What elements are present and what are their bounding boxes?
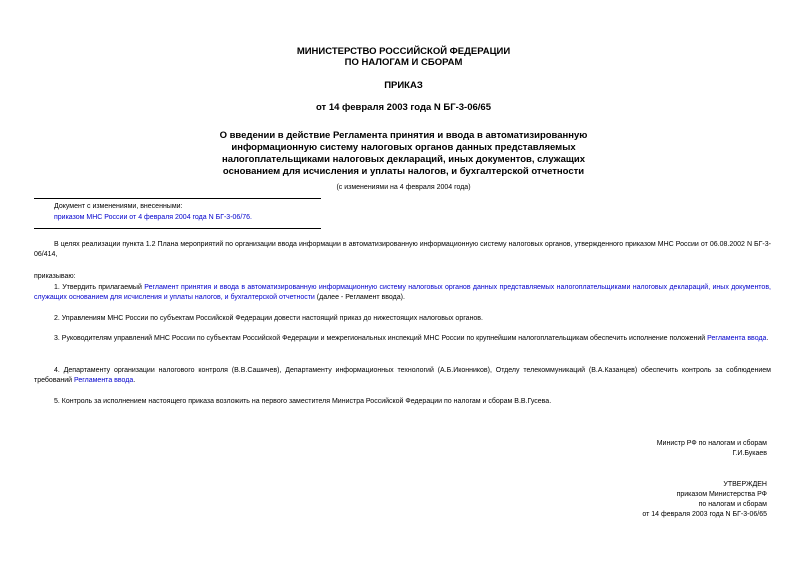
- approved-line: по налогам и сборам: [698, 501, 767, 508]
- regulation-link[interactable]: Регламент принятия и ввода в автоматизированную информационную систему налоговых органов данных представляемых налогоплательщиками налоговых деклараций, иных документов, служащих основанием для исчисления и уплаты налогов, и бухгалтерской отчетности: [34, 284, 771, 301]
- subject-line: информационную систему налоговых органов данных представляемых: [231, 142, 576, 153]
- approved-line: приказом Министерства РФ: [676, 491, 767, 498]
- intro-text: В целях реализации пункта 1.2 Плана мероприятий по организации ввода информации в автоматизированную информационную систему налоговых органов, утвержденного приказом МНС России от 06.08.2002 N БГ-3-06/414,: [34, 241, 771, 258]
- document-type: ПРИКАЗ: [384, 80, 423, 91]
- subject-line: основанием для исчисления и уплаты налогов, и бухгалтерской отчетности: [222, 166, 585, 177]
- approved-line: от 14 февраля 2003 года N БГ-3-06/65: [642, 511, 767, 518]
- paragraph-3: [34, 334, 771, 344]
- regulation-link[interactable]: Регламента ввода: [707, 335, 767, 342]
- subject-line: О введении в действие Регламента принятия и ввода в автоматизированную: [219, 130, 588, 141]
- p1-prefix: 1. Утвердить прилагаемый: [54, 284, 145, 291]
- changes-label: Документ с изменениями, внесенными:: [54, 203, 183, 210]
- amendment-note: (с изменениями на 4 февраля 2004 года): [336, 184, 471, 191]
- divider-top: [34, 198, 321, 199]
- changes-link[interactable]: приказом МНС России от 4 февраля 2004 года N БГ-3-06/76.: [54, 214, 252, 221]
- signature-block: [657, 439, 767, 459]
- divider-bottom: [34, 228, 321, 229]
- order-word: приказываю:: [34, 273, 76, 280]
- p2-text: 2. Управлениям МНС России по субъектам Российской Федерации довести настоящий приказ до нижестоящих налоговых органов.: [54, 315, 483, 322]
- ministry-title-line1: МИНИСТЕРСТВО РОССИЙСКОЙ ФЕДЕРАЦИИ: [296, 46, 511, 57]
- ministry-title-line2: ПО НАЛОГАМ И СБОРАМ: [344, 57, 463, 68]
- paragraph-5: [34, 397, 771, 407]
- p3-suffix: .: [766, 335, 769, 342]
- intro-paragraph: [34, 240, 771, 260]
- paragraph-1: [34, 283, 771, 303]
- p1-suffix: (далее - Регламент ввода).: [314, 294, 405, 301]
- signatory-title: Министр РФ по налогам и сборам: [656, 440, 767, 447]
- paragraph-2: [34, 314, 771, 324]
- paragraph-4: [34, 366, 771, 386]
- p3-prefix: 3. Руководителям управлений МНС России по субъектам Российской Федерации и межрегиональных инспекций МНС России по крупнейшим налогоплательщикам обеспечить исполнение положений: [54, 335, 708, 342]
- approval-block: [642, 480, 767, 520]
- approved-word: УТВЕРЖДЕН: [723, 481, 767, 488]
- signatory-name: Г.И.Букаев: [732, 450, 767, 457]
- p5-text: 5. Контроль за исполнением настоящего приказа возложить на первого заместителя Министра Российской Федерации по налогам и сборам В.В.Гусева.: [54, 398, 552, 405]
- regulation-link[interactable]: Регламента ввода: [73, 377, 134, 384]
- document-date-number: от 14 февраля 2003 года N БГ-3-06/65: [315, 102, 491, 113]
- p4-prefix: 4. Департаменту организации налогового контроля (В.В.Сашичев), Департаменту информационных технологий (А.Б.Иконников), Отделу телекоммуникаций (В.А.Казанцев) обеспечить контроль за соблюдением требований: [34, 367, 771, 384]
- subject-line: налогоплательщиками налоговых деклараций, иных документов, служащих: [222, 154, 585, 165]
- p4-suffix: .: [133, 377, 136, 384]
